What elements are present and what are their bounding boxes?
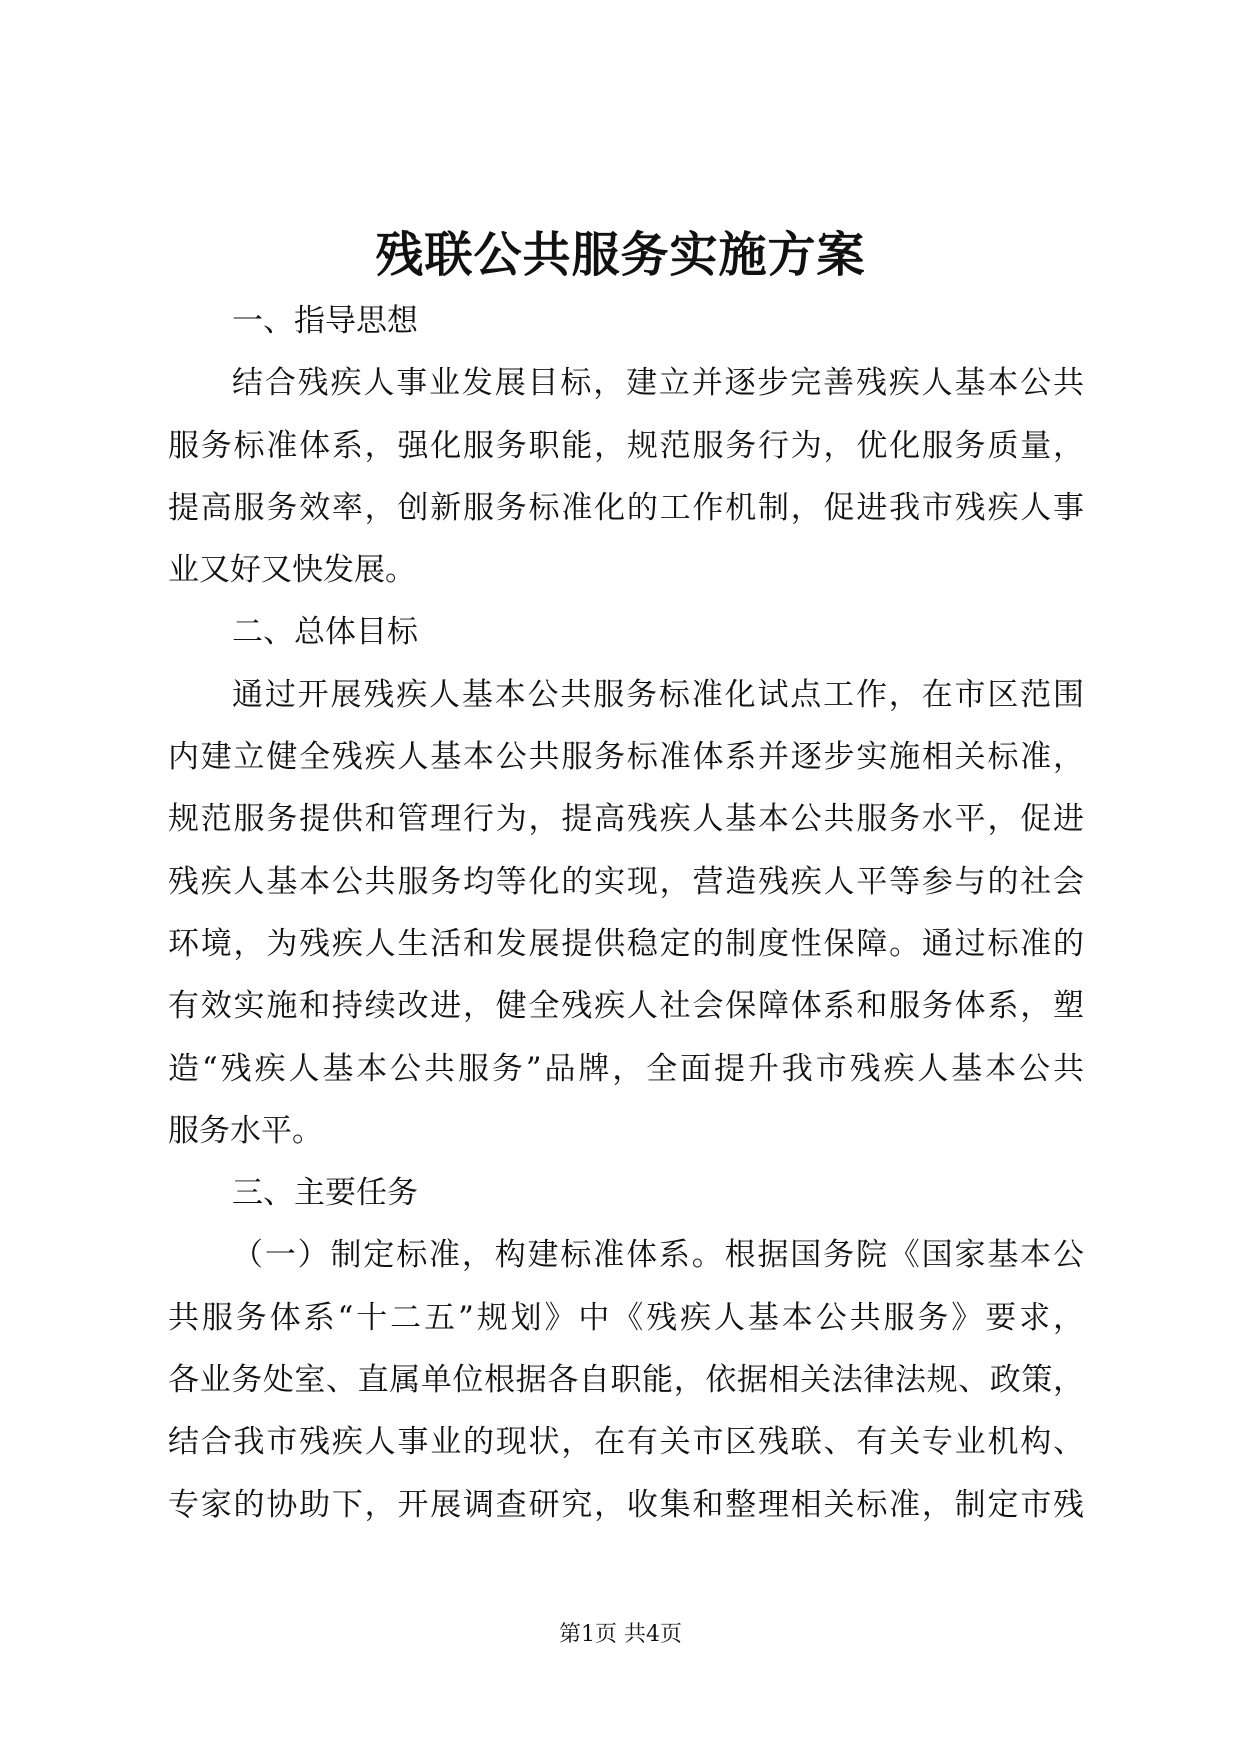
- paragraph-line: 结合残疾人事业发展目标，建立并逐步完善残疾人基本公共: [232, 365, 1084, 402]
- document-body: [168, 290, 1084, 1536]
- paragraph-line: 通过开展残疾人基本公共服务标准化试点工作，在市区范围: [232, 676, 1084, 713]
- section-heading: 三、主要任务: [232, 1175, 418, 1212]
- paragraph-line: 提高服务效率，创新服务标准化的工作机制，促进我市残疾人事: [168, 489, 1084, 526]
- paragraph-line: 服务标准体系，强化服务职能，规范服务行为，优化服务质量，: [168, 427, 1084, 464]
- paragraph-line: 结合我市残疾人事业的现状，在有关市区残联、有关专业机构、: [168, 1424, 1084, 1461]
- paragraph-line: （一）制定标准，构建标准体系。根据国务院《国家基本公: [232, 1237, 1084, 1274]
- page-number-footer: 第1页 共4页: [559, 1622, 682, 1647]
- paragraph-line: 残疾人基本公共服务均等化的实现，营造残疾人平等参与的社会: [168, 863, 1084, 900]
- paragraph-line: 有效实施和持续改进，健全残疾人社会保障体系和服务体系，塑: [168, 988, 1084, 1025]
- section-heading: 一、指导思想: [232, 303, 418, 339]
- paragraph-line: 环境，为残疾人生活和发展提供稳定的制度性保障。通过标准的: [168, 925, 1084, 962]
- paragraph-line: 业又好又快发展。: [168, 552, 416, 589]
- paragraph-line: 专家的协助下，开展调查研究，收集和整理相关标准，制定市残: [168, 1486, 1084, 1523]
- paragraph-line: 服务水平。: [168, 1112, 323, 1149]
- section-heading: 二、总体目标: [232, 614, 418, 651]
- paragraph-line: 内建立健全残疾人基本公共服务标准体系并逐步实施相关标准，: [168, 739, 1084, 776]
- paragraph-line: 共服务体系“十二五”规划》中《残疾人基本公共服务》要求，: [168, 1299, 1084, 1336]
- paragraph-line: 造“残疾人基本公共服务”品牌，全面提升我市残疾人基本公共: [168, 1050, 1084, 1087]
- document-title: 残联公共服务实施方案: [375, 227, 866, 283]
- paragraph-line: 规范服务提供和管理行为，提高残疾人基本公共服务水平，促进: [168, 801, 1084, 838]
- paragraph-line: 各业务处室、直属单位根据各自职能，依据相关法律法规、政策，: [168, 1362, 1084, 1399]
